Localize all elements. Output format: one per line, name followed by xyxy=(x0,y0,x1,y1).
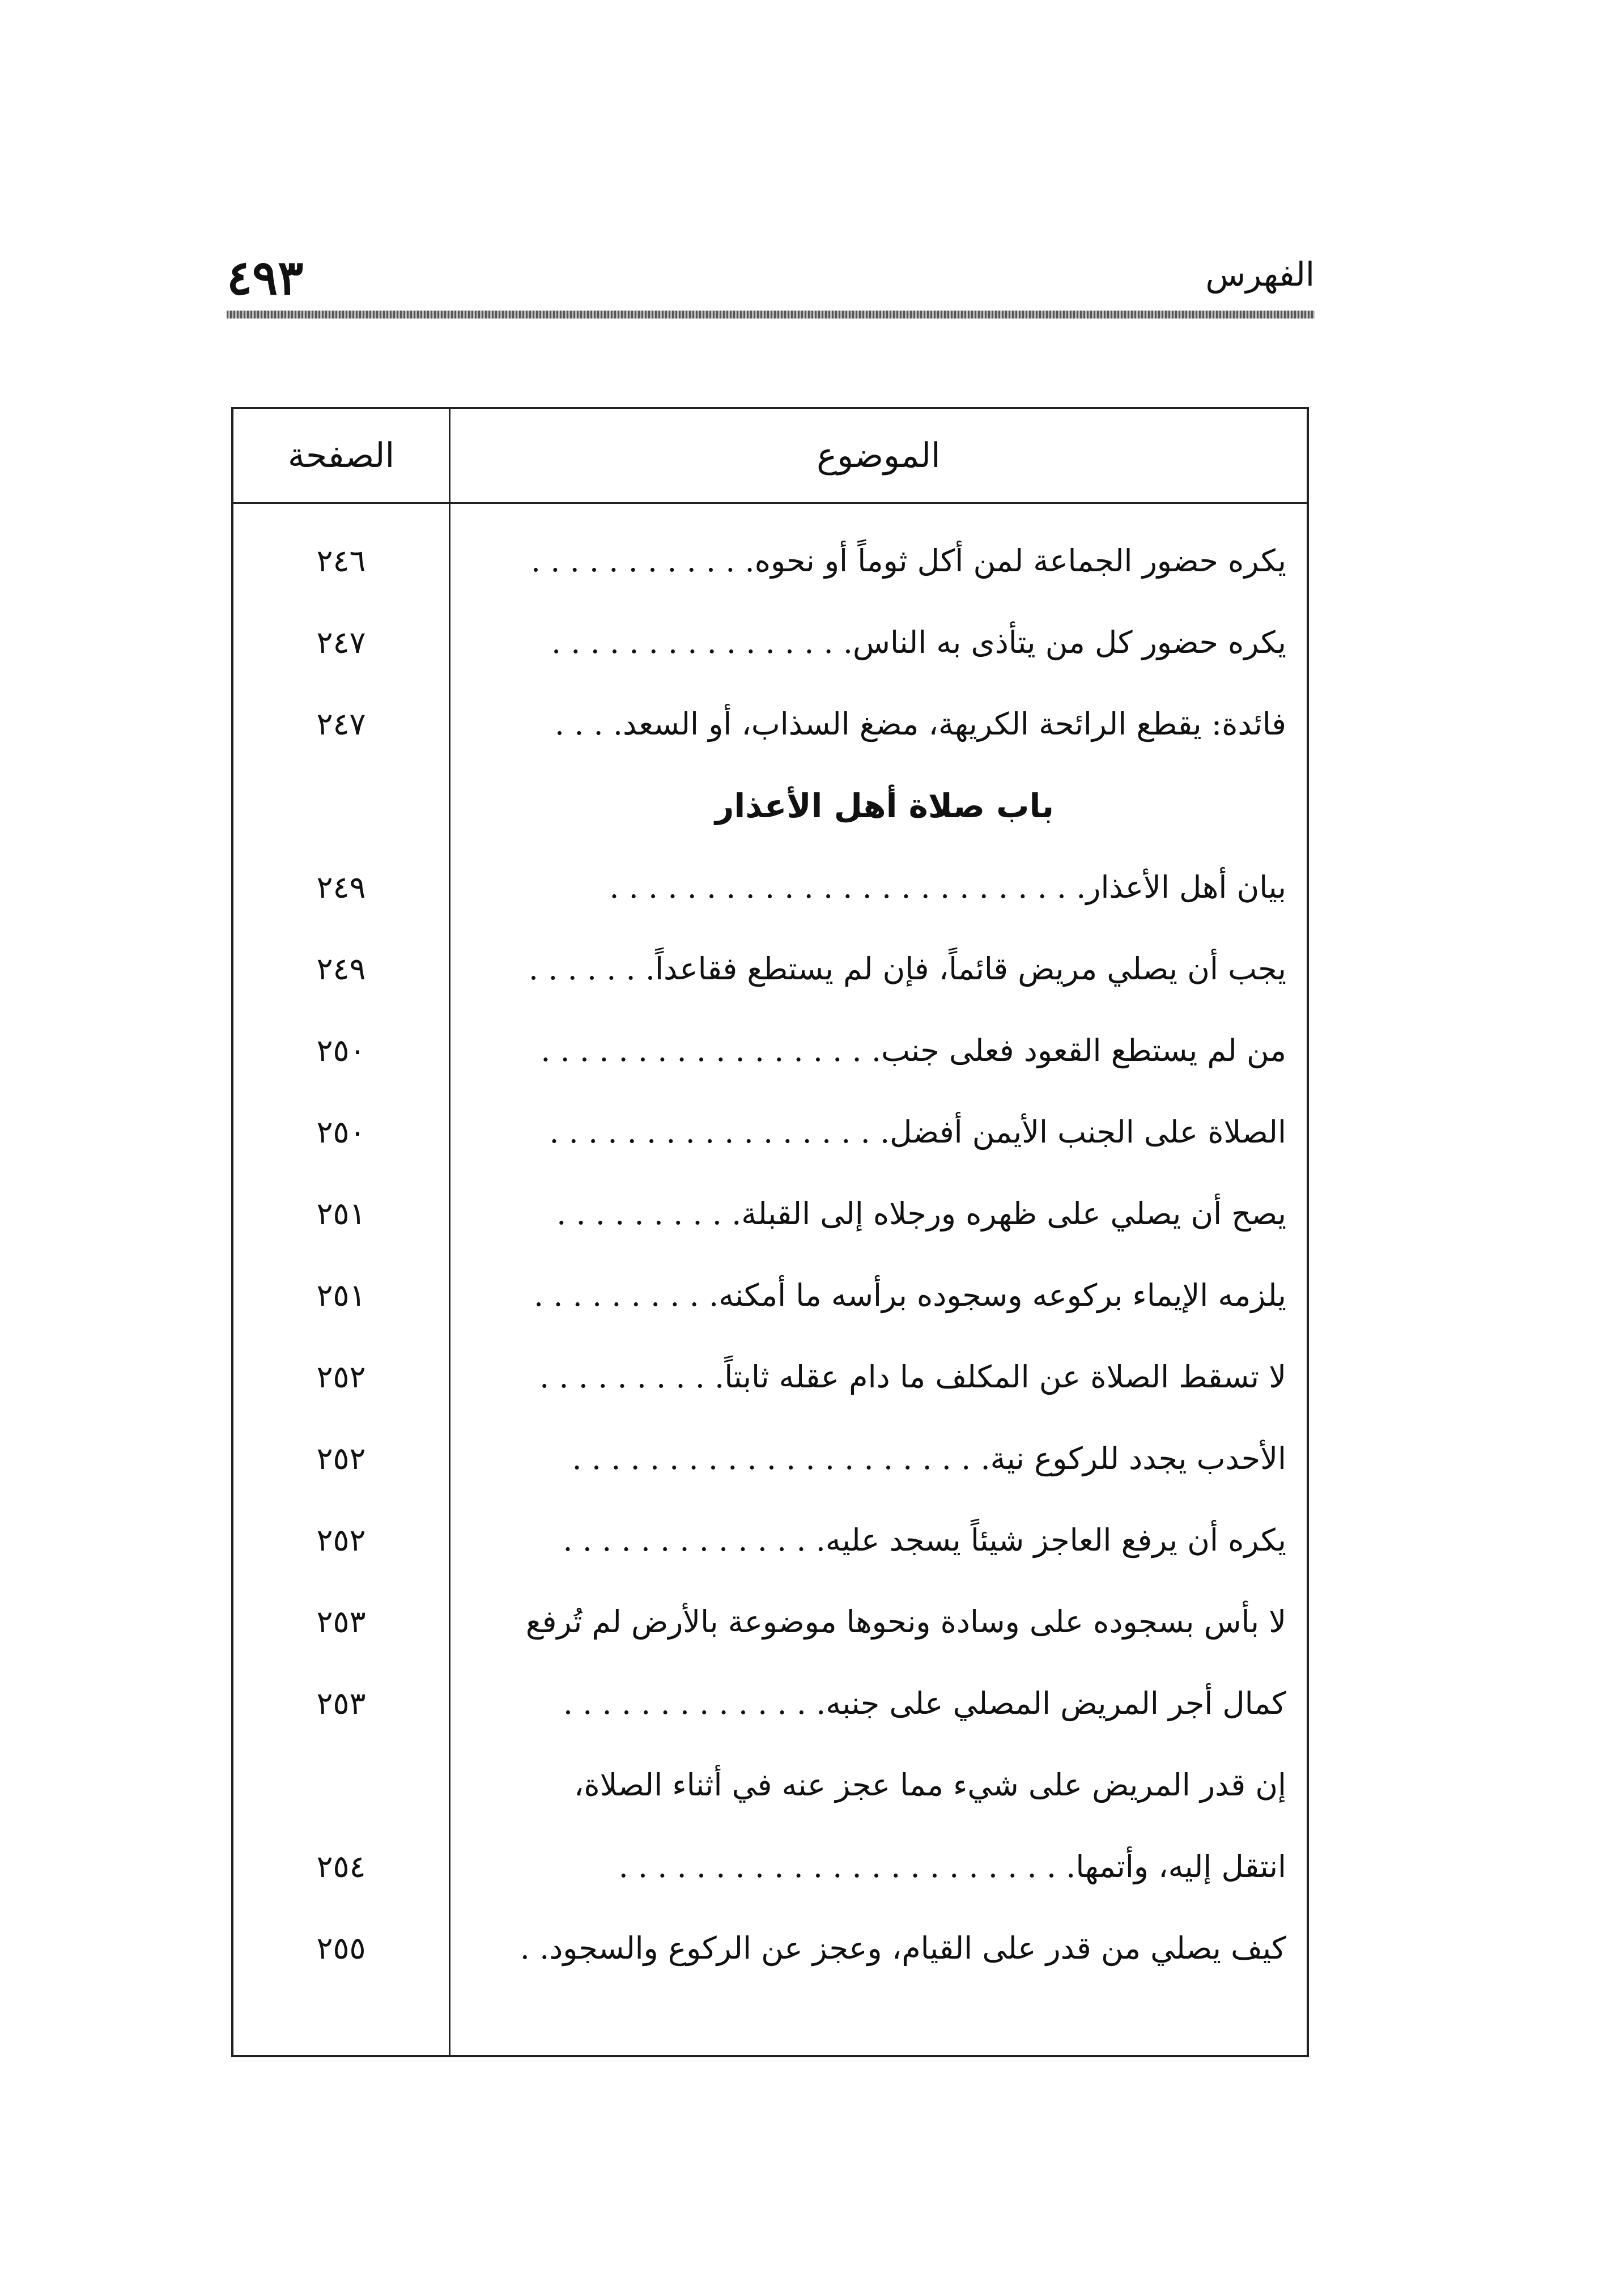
page-ref: ٢٤٧ xyxy=(316,706,366,742)
topic-text: يكره أن يرفع العاجز شيئاً يسجد عليه. . . . . . . . . . . . . . xyxy=(563,1522,1286,1558)
page-ref: ٢٤٩ xyxy=(316,869,366,905)
column-header-topic: الموضوع xyxy=(817,436,941,475)
table-row xyxy=(233,602,1307,683)
page-ref xyxy=(233,765,449,847)
section-heading-row xyxy=(233,765,1307,847)
page-ref: ٢٥٠ xyxy=(316,1033,366,1068)
topic-text: الصلاة على الجنب الأيمن أفضل. . . . . . . . . . . . . . . . . . xyxy=(549,1114,1286,1150)
table-row xyxy=(233,1581,1307,1663)
table-row xyxy=(233,1500,1307,1581)
table-row xyxy=(233,1418,1307,1500)
column-header-page: الصفحة xyxy=(287,436,395,475)
topic-text: بيان أهل الأعذار. . . . . . . . . . . . . . . . . . . . . . . . . xyxy=(609,869,1286,905)
topic-text: لا تسقط الصلاة عن المكلف ما دام عقله ثابتاً. . . . . . . . . . xyxy=(539,1359,1286,1395)
topic-text: يكره حضور كل من يتأذى به الناس. . . . . . . . . . . . . . . . xyxy=(551,625,1286,660)
page-ref: ٢٥١ xyxy=(316,1196,366,1232)
topic-text: كمال أجر المريض المصلي على جنبه. . . . . . . . . . . . . . xyxy=(563,1685,1286,1721)
page-ref: ٢٤٦ xyxy=(316,543,366,579)
page-ref: ٢٥٣ xyxy=(316,1604,366,1640)
table-row xyxy=(233,1826,1307,1908)
table-row xyxy=(233,1908,1307,1989)
table-row xyxy=(233,1173,1307,1255)
page-ref: ٢٥٢ xyxy=(316,1359,366,1395)
topic-text: كيف يصلي من قدر على القيام، وعجز عن الركوع والسجود. . xyxy=(520,1930,1286,1966)
table-row xyxy=(233,1744,1307,1826)
page-ref xyxy=(233,1744,449,1826)
topic-text: انتقل إليه، وأتمها. . . . . . . . . . . . . . . . . . . . . . . . xyxy=(618,1849,1286,1884)
table-header-row xyxy=(233,409,1307,504)
topic-text: يكره حضور الجماعة لمن أكل ثوماً أو نحوه. . . . . . . . . . . . xyxy=(530,543,1286,579)
topic-text: فائدة: يقطع الرائحة الكريهة، مضغ السذاب، أو السعد. . . . xyxy=(554,706,1286,742)
page-ref: ٢٥٤ xyxy=(316,1849,366,1884)
table-row xyxy=(233,683,1307,765)
topic-text: الأحدب يجدد للركوع نية. . . . . . . . . . . . . . . . . . . . . . xyxy=(572,1441,1286,1476)
topic-text: إن قدر المريض على شيء مما عجز عنه في أثناء الصلاة، xyxy=(573,1767,1286,1803)
table-row xyxy=(233,1336,1307,1418)
table-row xyxy=(233,847,1307,928)
table-row xyxy=(233,1255,1307,1336)
page-ref: ٢٥١ xyxy=(316,1277,366,1313)
page-ref: ٢٤٧ xyxy=(316,625,366,660)
topic-text: لا بأس بسجوده على وسادة ونحوها موضوعة بالأرض لم تُرفع xyxy=(525,1604,1286,1640)
table-row xyxy=(233,520,1307,602)
page-ref: ٢٥٢ xyxy=(316,1522,366,1558)
section-heading: باب صلاة أهل الأعذار xyxy=(715,787,1055,825)
table-row xyxy=(233,1663,1307,1744)
header-rule xyxy=(227,311,1315,319)
table-row xyxy=(233,1092,1307,1173)
page-ref: ٢٥٢ xyxy=(316,1441,366,1476)
index-table xyxy=(231,407,1309,2057)
page-ref: ٢٥٠ xyxy=(316,1114,366,1150)
table-body xyxy=(233,520,1307,1989)
page-ref: ٢٤٩ xyxy=(316,951,366,987)
page-ref: ٢٥٣ xyxy=(316,1685,366,1721)
topic-text: يجب أن يصلي مريض قائماً، فإن لم يستطع فقاعداً. . . . . . . xyxy=(528,951,1286,987)
topic-text: يصح أن يصلي على ظهره ورجلاه إلى القبلة. . . . . . . . . . xyxy=(556,1196,1286,1232)
page-ref: ٢٥٥ xyxy=(316,1930,366,1966)
page-header xyxy=(227,238,1315,323)
page-number: ٤٩٣ xyxy=(227,249,304,305)
topic-text: يلزمه الإيماء بركوعه وسجوده برأسه ما أمكنه. . . . . . . . . . xyxy=(533,1277,1286,1313)
table-row xyxy=(233,1010,1307,1092)
topic-text: من لم يستطع القعود فعلى جنب. . . . . . . . . . . . . . . . . . xyxy=(541,1033,1286,1068)
table-row xyxy=(233,928,1307,1010)
running-title: الفهرس xyxy=(1205,255,1315,294)
